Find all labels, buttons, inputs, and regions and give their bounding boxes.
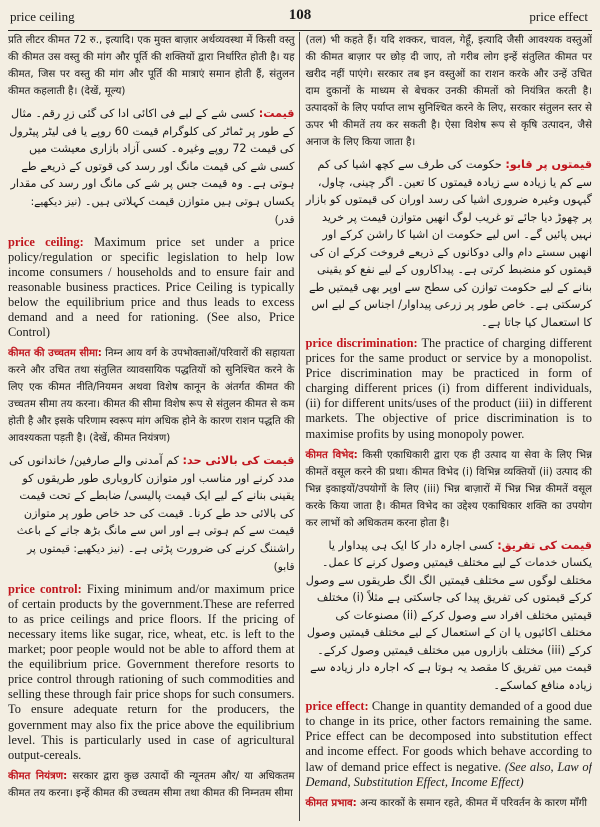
price-discrimination-definition: The practice of charging different prices for the same product or service by a monopolist. Price discrimination may be practiced in form of charging different prices (i) from different individuals, (ii) for different units/uses of the product (iii) in different markets. The objective of price discrimination is to maximise profits by using monopoly power. bbox=[305, 336, 593, 441]
left-column bbox=[8, 32, 299, 827]
hindi-price-discrimination-entry bbox=[306, 447, 593, 532]
price-effect-see-also: (See also, Law of Demand, Substitution Effect, Income Effect) bbox=[305, 759, 593, 789]
hindi-price-discrimination-term: कीमत विभेद: bbox=[305, 449, 358, 461]
hindi-equilibrium-price-paragraph: प्रति लीटर कीमत 72 रु., इत्यादि। एक मुक्त बाज़ार अर्थव्यवस्था में किसी वस्तु की कीमत उस वस्तु की मांग और पूर्ति की शक्तियों द्वारा निर्धारित होती है। यह कीमत, जिस पर वस्तु की मांग और पूर्ति की मात्राएं समान होती हैं, संतुलन कीमत कहलाती है। (देखें, मूल्य) bbox=[8, 35, 295, 97]
price-ceiling-term: price ceiling: bbox=[8, 234, 84, 249]
urdu-price-ceiling-term: قیمت کی بالائی حد: bbox=[182, 454, 295, 468]
urdu-price-discrimination-definition: کسی اجارہ دار کا ایک ہی پیداوار یا یکساں خدمات کے لیے مختلف قیمتیں وصول کرنے کا عمل۔ مختلف لوگوں سے مختلف قیمتیں الگ الگ طریقوں سے وصول کرکے قیمتوں کی تفریق پیدا کی جاسکتی ہے مثلاً (i) مختلف قیمتیں مختلف افراد سے وصول کرکے (ii) مصنوعات کی مختلف اکائیوں یا ان کے استعمال کے لیے مختلف قیمتیں وصول کرکے (iii) مختلف بازاروں میں مختلف قیمتیں وصول کرکے۔ قیمت میں تفریق کا مقصد یہ ہوتا ہے کہ اجارہ دار زیادہ سے زیادہ منافع کماسکے۔ bbox=[305, 538, 593, 692]
hindi-price-control-continued: (तल) भी कहते हैं। यदि शक्कर, चावल, गेहूँ, इत्यादि जैसी आवश्यक वस्तुओं की कीमत बाज़ार पर छोड़ दी जाए, तो गरीब लोग इन्हें संतुलित कीमत पर खरीद नहीं पाएंगे। सरकार तब इन वस्तुओं का राशन करके और उन्हें उचित दाम दुकानों के माध्यम से बेचकर उनकी कीमतों को नियंत्रित करती है। उत्पादकों के लिए पर्याप्त लाभ सुनिश्चित करने के लिए, सरकार संतुलन स्तर से ऊपर भी कीमतें तय कर सकती है। ऐसा विशेष रूप से कृषि उत्पादन, जैसे अनाज के लिए किया जाता है। bbox=[305, 35, 593, 148]
urdu-qeemat-body: کسی شے کے لیے فی اکائی ادا کی گئی زرِ رقم۔ مثال کے طور پر ٹماٹر کی کلوگرام قیمت 60 روپے یا فی لیٹر پیٹرول کی قیمت 72 روپے وغیرہ۔ کسی آزاد بازاری معیشت میں کسی شے کی قیمت مانگ اور رسد کی قوتوں کے ذریعے طے ہوتی ہے۔ وہ قیمت جس پر شے کی مانگ اور رسد کی مقدار یکساں ہوتی ہیں متوازن قیمت کہلاتی ہیں۔ bbox=[9, 107, 295, 208]
price-control-entry bbox=[8, 582, 295, 763]
price-discrimination-entry bbox=[306, 336, 593, 442]
header-left-guide-word: price ceiling bbox=[10, 9, 75, 24]
hindi-price-ceiling-term: कीमत की उच्चतम सीमा: bbox=[8, 348, 102, 360]
price-effect-entry bbox=[306, 699, 593, 790]
urdu-price-ceiling-definition: کم آمدنی والے صارفین/ خاندانوں کی مدد کرنے اور مناسب اور متوازن کاروباری طور طریقوں کو یقینی بنانے کے لیے ایک قیمت پالیسی/ ضابطے کے تحت قیمت کی بالائی حد طے کرنا۔ قیمت کی حد خاص طور پر متوازن قیمت سے کم ہوتی ہے اور اس سے مانگ بڑھ جانے کے باعث راشننگ کرنے کی ضرورت پڑتی ہے۔ bbox=[9, 454, 295, 555]
hindi-price-ceiling-entry bbox=[8, 345, 295, 447]
urdu-qeemat-see-also: (نیز دیکھیے: قدر) bbox=[30, 195, 295, 226]
price-ceiling-definition: Maximum price set under a price policy/regulation or specific legislation to help low income consumers / households and to ensure fair and reasonable business practices. Price Ceiling is typically below the equilibrium price and thus leads to excess demand and a need for rationing. (See also, Price Control) bbox=[8, 234, 295, 340]
hindi-price-control-definition: सरकार द्वारा कुछ उत्पादों की न्यूनतम और/ या अधिकतम कीमत तय करना। इन्हें कीमत की उच्चतम सीमा तथा कीमत की निम्नतम सीमा bbox=[8, 770, 295, 799]
hindi-price-effect-definition: अन्य कारकों के समान रहते, कीमत में परिवर्तन के कारण माँगी bbox=[360, 797, 587, 809]
price-effect-term: price effect: bbox=[305, 699, 369, 714]
urdu-price-discrimination-term: قیمت کی تفریق: bbox=[497, 538, 593, 552]
urdu-price-control-term: قیمتوں پر قابو: bbox=[505, 158, 593, 171]
price-control-term: price control: bbox=[8, 581, 82, 596]
urdu-price-control-entry bbox=[306, 156, 593, 331]
urdu-price-control-definition: حکومت کی طرف سے کچھ اشیا کی کم سے کم یا زیادہ سے زیادہ قیمتوں کا تعین۔ اگر چینی، چاول، گیہوں وغیرہ ضروری اشیا کی رسد اوران کی قیمتوں کو بازار پر چھوڑ دیا جائے تو غریب لوگ انھیں متوازن قیمت پر خرید نہیں پائیں گے۔ اس لیے حکومت ان اشیا کا راشن کرکے اور انھیں سستے دام والی دوکانوں کے ذریعے فروخت کرکے ان کی قیمتوں کو منضبط کرتی ہے۔ پیداکاروں کے لیے نفع کو یقینی بنانے کے لیے حکومت توازن کی سطح سے اوپر بھی قیمتیں طے کرسکتی ہے۔ خاص طور پر زرعی پیداوار/ اجناس کے لیے اس کا استعمال کیا جاتا ہے۔ bbox=[306, 158, 593, 329]
price-control-definition: Fixing minimum and/or maximum price of certain products by the government.These are referred to as price ceilings and price floors. If the pricing of necessary items like sugar, rice, wheat, etc. is left to the market; poor people would not be able to afford them at the equilibrium price. Government therefore resorts to price control through rationing of such commodities and selling these through fair price shops for such consumers. To ensure adequate return for the producers, the government may also fix the price above the equilibrium level. This is particularly used in case of agricultural output-cereals. bbox=[8, 581, 295, 762]
hindi-price-control-term: कीमत नियंत्रण: bbox=[8, 770, 68, 782]
hindi-price-control-entry bbox=[8, 768, 295, 802]
header-right-guide-word: price effect bbox=[529, 9, 588, 24]
page-number: 108 bbox=[288, 7, 312, 23]
hindi-price-effect-term: कीमत प्रभाव: bbox=[305, 797, 357, 809]
page-columns bbox=[8, 32, 592, 827]
urdu-price-ceiling-entry bbox=[8, 452, 295, 577]
price-ceiling-entry bbox=[8, 235, 295, 341]
right-column bbox=[300, 32, 593, 827]
urdu-price-ceiling-see-also: (نیز دیکھیے: قیمتوں پر قابو) bbox=[27, 542, 295, 574]
urdu-qeemat-term: قیمت: bbox=[258, 107, 295, 120]
page-header bbox=[8, 6, 592, 31]
hindi-price-ceiling-definition: निम्न आय वर्ग के उपभोक्ताओं/परिवारों की सहायता करने और उचित तथा संतुलित व्यावसायिक पद्धतियों को सुनिश्चित करने के लिए एक कीमत नीति/नियमन अथवा विशेष कानून के अंतर्गत कीमत की उच्चतम सीमा तय करना। कीमत की सीमा विशेष रूप से संतुलन कीमत से कम होती है और इसके परिणाम स्वरूप मांग अधिक होने के कारण राशन पद्धति की आवश्यकता पड़ती है। (देखें, कीमत नियंत्रण) bbox=[8, 348, 295, 445]
price-discrimination-term: price discrimination: bbox=[305, 336, 418, 350]
price-effect-definition: Change in quantity demanded of a good due to change in its price, other factors remaining the same. Price effect can be decomposed into substitution effect and income effect. For goods which behave according to law of demand price effect is negative. bbox=[305, 699, 593, 774]
hindi-price-discrimination-definition: किसी एकाधिकारी द्वारा एक ही उत्पाद या सेवा के लिए भिन्न कीमतें वसूल करने की प्रथा। कीमत विभेद (i) विभिन्न व्यक्तियों (ii) उत्पाद की भिन्न इकाइयों/उपयोगों के लिए (iii) भिन्न बाज़ारों में भिन्न भिन्न कीमतें वसूल करके किया जाता है। कीमत विभेद का उद्देश्य एकाधिकार शक्ति का उपयोग कर लाभों को अधिकतम करना होता है। bbox=[305, 449, 593, 529]
hindi-price-effect-entry bbox=[306, 795, 593, 812]
urdu-qeemat-entry bbox=[8, 105, 295, 230]
urdu-price-discrimination-entry bbox=[306, 537, 593, 695]
